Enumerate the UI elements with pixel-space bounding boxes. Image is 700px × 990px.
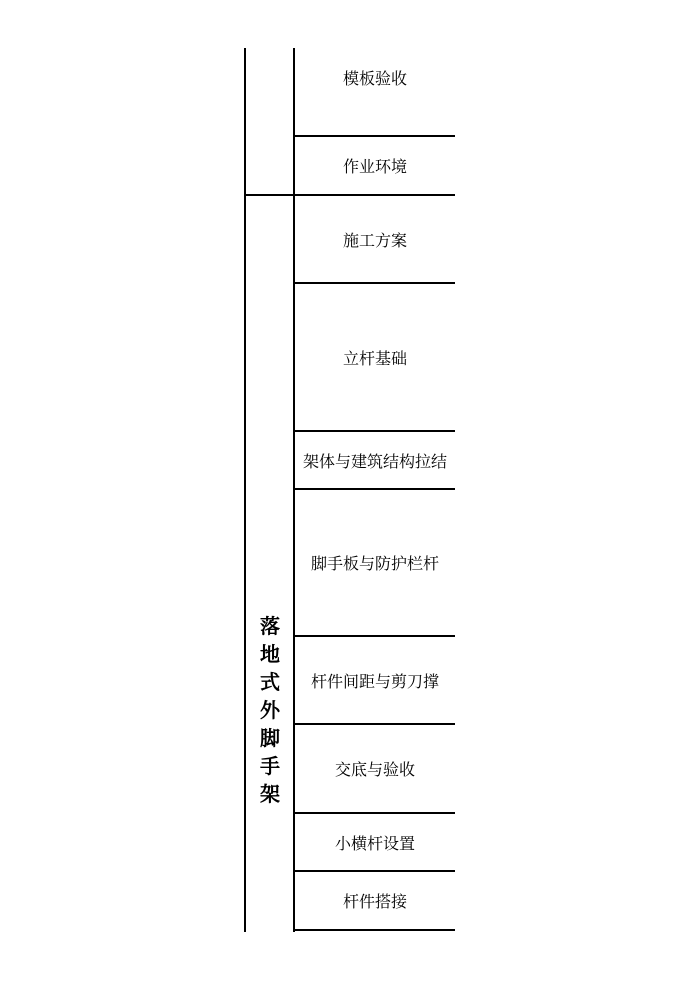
item-cell: 交底与验收 [334,760,415,779]
item-cell: 施工方案 [342,230,407,250]
item-cell: 杆件搭接 [342,892,407,911]
group-label-char: 手 [260,754,280,778]
group-label-char: 落 [260,614,280,638]
group-label-char: 架 [260,782,280,806]
group-label [246,612,294,808]
item-cell: 立杆基础 [342,348,407,368]
item-cell: 小横杆设置 [334,833,415,853]
item-cell: 模板验收 [342,68,407,88]
group-label-char: 式 [260,670,280,694]
group-label-char: 外 [260,698,280,722]
row-divider [294,929,455,931]
item-cell: 脚手板与防护栏杆 [310,554,439,573]
group-label-char: 脚 [260,726,280,750]
group-label-char: 地 [260,642,280,666]
item-cell: 杆件间距与剪刀撑 [310,671,439,691]
item-cell: 作业环境 [342,157,407,176]
item-cell: 架体与建筑结构拉结 [302,451,447,471]
